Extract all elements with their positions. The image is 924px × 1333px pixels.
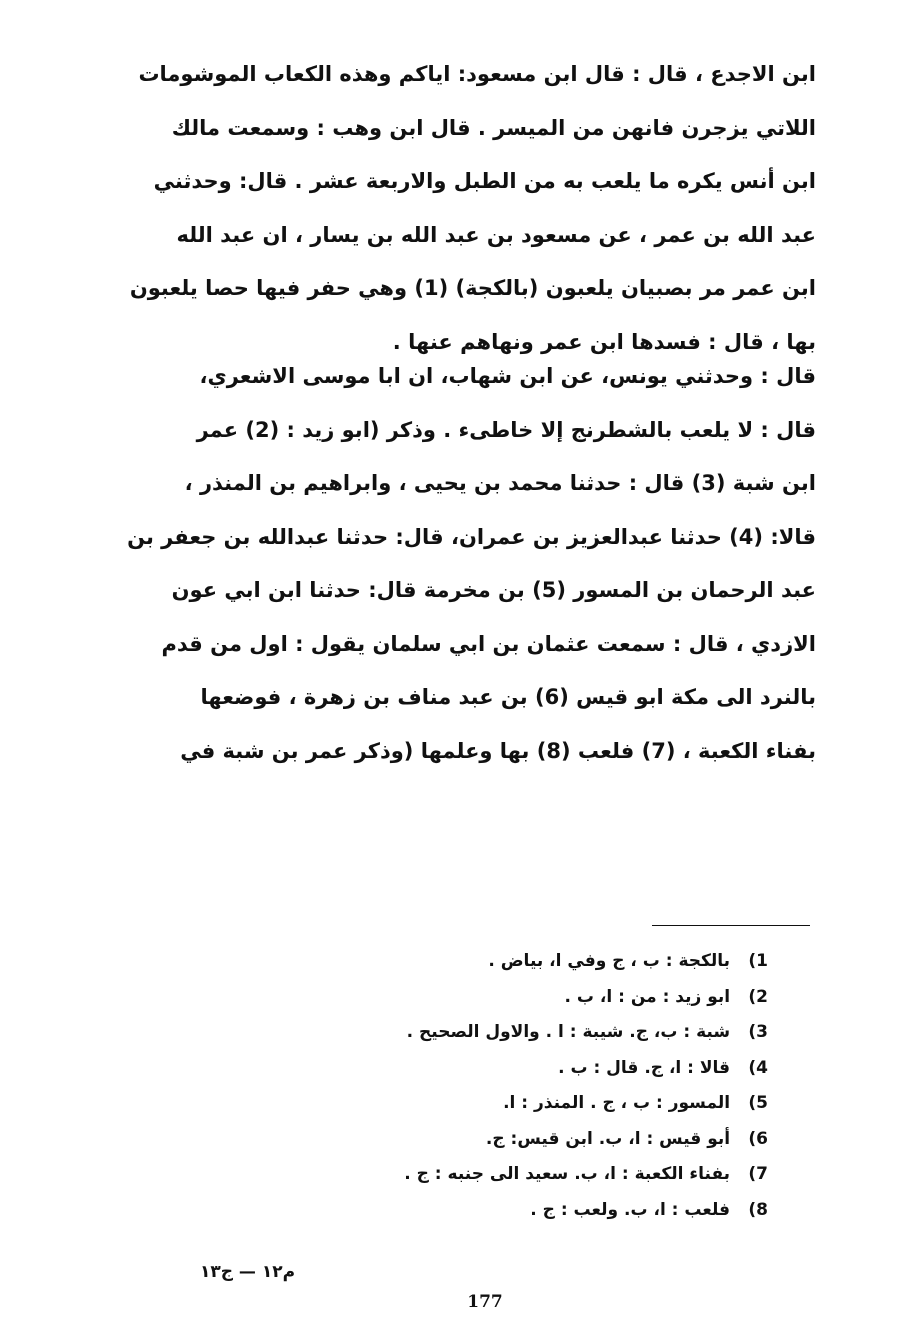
- printer-signature-mark: م١٢ — ج١٣: [200, 1262, 296, 1282]
- footnote-text: شبة : ب، ج. شيبة : ا . والاول الصحيح .: [406, 1022, 731, 1042]
- footnote-number: 5): [748, 1093, 768, 1113]
- paragraph-1-line: ابن الاجدع ، قال : قال ابن مسعود: اياكم وهذه الكعاب الموشومات: [138, 62, 816, 86]
- footnote-item: [300, 1157, 768, 1193]
- footnote-text: فلعب : ا، ب. ولعب : ج .: [530, 1199, 731, 1220]
- footnote-text: بفناء الكعبة : ا، ب. سعيد الى جنبه : ج .: [404, 1164, 731, 1184]
- paragraph-2-line: قال : لا يلعب بالشطرنج إلا خاطىء . وذكر (ابو زيد : (2) عمر: [196, 417, 816, 442]
- footnote-item: [300, 944, 768, 980]
- footnote-text: المسور : ب ، ج . المنذر : ا.: [503, 1093, 731, 1113]
- paragraph-2-line: ابن شبة (3) قال : حدثنا محمد بن يحيى ، وابراهيم بن المنذر ،: [184, 471, 816, 495]
- footnote-item: [300, 1122, 768, 1158]
- footnote-text: أبو قيس : ا، ب. ابن قيس: ج.: [485, 1128, 731, 1149]
- paragraph-2-line: بفناء الكعبة ، (7) فلعب (8) بها وعلمها (وذكر عمر بن شبة في: [180, 738, 816, 763]
- paragraph-1-line: ابن عمر مر بصبيان يلعبون (بالكجة) (1) وهي حفر فيها حصا يلعبون: [129, 276, 816, 300]
- paragraph-1-line: عبد الله بن عمر ، عن مسعود بن عبد الله بن يسار ، ان عبد الله: [176, 222, 816, 247]
- footnote-divider: [652, 925, 810, 926]
- footnote-number: 1): [748, 951, 768, 971]
- footnote-number: 6): [748, 1128, 768, 1149]
- footnote-number: 2): [748, 986, 768, 1007]
- footnote-item: [300, 1086, 768, 1122]
- footnote-number: 8): [748, 1199, 768, 1220]
- paragraph-2: [127, 350, 816, 778]
- paragraph-1-line: ابن أنس يكره ما يلعب به من الطبل والاربعة عشر . قال: وحدثني: [153, 169, 816, 193]
- paragraph-2-line: بالنرد الى مكة ابو قيس (6) بن عبد مناف بن زهرة ، فوضعها: [200, 685, 816, 709]
- paragraph-2-line: قالا: (4) حدثنا عبدالعزيز بن عمران، قال: حدثنا عبدالله بن جعفر بن: [127, 524, 816, 549]
- paragraph-1: [129, 48, 816, 369]
- footnote-text: قالا : ا، ج. قال : ب .: [558, 1057, 731, 1078]
- paragraph-2-line: قال : وحدثني يونس، عن ابن شهاب، ان ابا موسى الاشعري،: [199, 364, 816, 388]
- footnote-text: بالكجة : ب ، ج وفي ا، بياض .: [488, 951, 731, 971]
- footnote-number: 7): [748, 1164, 768, 1184]
- footnote-number: 4): [748, 1057, 768, 1078]
- paragraph-1-line: بها ، قال : فسدها ابن عمر ونهاهم عنها .: [392, 329, 816, 354]
- paragraph-2-line: الازدي ، قال : سمعت عثمان بن ابي سلمان يقول : اول من قدم: [161, 631, 816, 656]
- footnote-list: [300, 944, 768, 1228]
- footnote-item: [300, 1051, 768, 1087]
- footnote-text: ابو زيد : من : ا، ب .: [564, 986, 731, 1007]
- footnote-number: 3): [748, 1022, 768, 1042]
- page-number: 177: [467, 1292, 503, 1312]
- footnote-item: [300, 980, 768, 1016]
- paragraph-1-line: اللاتي يزجرن فانهن من الميسر . قال ابن وهب : وسمعت مالك: [171, 115, 816, 140]
- footnote-item: [300, 1193, 768, 1229]
- footnote-item: [300, 1015, 768, 1051]
- paragraph-2-line: عبد الرحمان بن المسور (5) بن مخرمة قال: حدثنا ابن ابي عون: [171, 578, 816, 602]
